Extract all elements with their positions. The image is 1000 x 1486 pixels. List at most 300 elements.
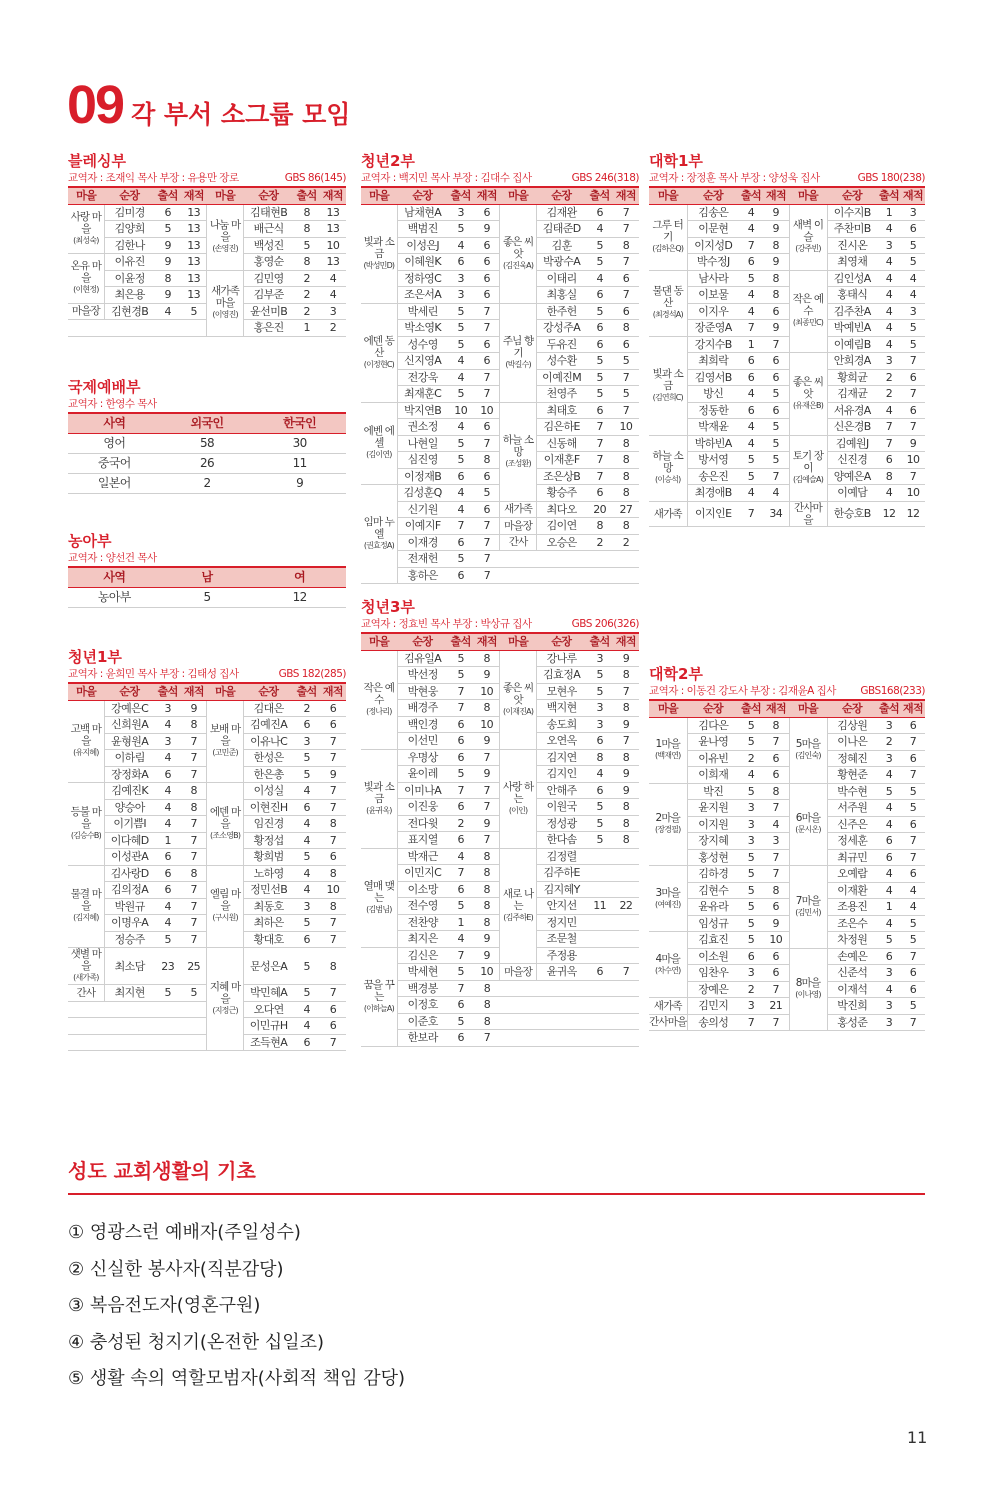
village-label: 고백 마을 [70,723,102,748]
leader-name: 안희경A [827,353,877,370]
village-label: 토기 장이 [792,450,824,474]
enrolled: 6 [763,899,789,916]
enrolled: 5 [763,386,789,403]
table-header-row [361,634,639,650]
attendance: 5 [448,452,474,469]
village-name [649,435,687,501]
village-name [500,848,536,964]
info-left: 교역자 : 정효빈 목사 부장 : 박상규 집사 [361,618,532,630]
enrolled: 8 [320,948,346,985]
enrolled: 6 [474,353,500,370]
leader-name: 김의정A [104,882,154,899]
column-header: 여 [253,568,346,588]
village-name [649,204,687,270]
table-header-row [68,568,346,588]
leader-name: 김현수 [687,882,739,899]
leader-name: 김민지 [687,998,739,1015]
enrolled: 13 [320,204,346,221]
blessing-dept-section [68,152,346,337]
table-row [649,915,925,932]
attendance: 4 [294,1001,320,1018]
village-name [207,700,243,783]
leader-name: 박소영K [397,320,447,337]
attendance: 4 [448,237,474,254]
table-row [649,369,925,386]
attendance: 8 [877,468,901,485]
attendance: 4 [877,485,901,502]
leader-name: 황희범 [243,849,293,866]
village-leader: (차수연) [655,965,681,975]
attendance: 4 [877,221,901,238]
attendance: 4 [877,303,901,320]
info-left: 교역자 : 양선건 목사 [68,552,157,564]
section-info [649,171,925,188]
leader-name: 정동한 [687,402,739,419]
village-label: 빛과 소금 [363,235,395,260]
leader-name: 김훈 [536,237,586,254]
leader-name: 양승아 [104,799,154,816]
village-leader: (장경필) [655,825,681,835]
leader-name: 박민혜A [243,985,293,1002]
village-name [789,948,827,1031]
village-leader: (구시원) [212,913,238,923]
enrolled: 6 [763,948,789,965]
attendance: 6 [448,254,474,271]
enrolled: 6 [474,501,500,518]
section-title: 농아부 [68,532,112,550]
attendance: 7 [877,419,901,436]
enrolled: 7 [613,964,639,981]
enrolled: 6 [901,816,925,833]
column-header: 출석 [155,684,181,700]
enrolled: 7 [474,369,500,386]
attendance: 5 [294,985,320,1002]
attendance: 4 [155,303,181,320]
empty-cell [500,1030,536,1047]
attendance: 6 [587,733,613,750]
empty-cell [613,1013,639,1030]
village-name [789,353,827,436]
village-label: 물결 마을 [70,888,102,913]
leader-name: 박세린 [397,303,447,320]
village-leader: (김범님) [366,904,392,914]
section-title: 국제예배부 [68,378,141,396]
enrolled: 7 [181,816,207,833]
village-leader: (백재연) [655,751,681,760]
village-leader: (유지혜) [73,748,99,758]
column-header: 순장 [536,634,586,650]
empty-cell [587,997,613,1014]
enrolled: 7 [613,254,639,271]
attendance: 4 [448,501,474,518]
column-header: 마을 [500,188,536,204]
enrolled: 6 [474,336,500,353]
table-header-row [649,701,925,717]
enrolled: 7 [763,468,789,485]
enrolled: 7 [613,204,639,221]
village-leader: (지정근) [212,1006,238,1015]
enrolled: 6 [901,221,925,238]
village-name [361,749,397,848]
village-leader: (정나리) [366,706,392,716]
enrolled: 6 [763,369,789,386]
attendance: 3 [877,750,901,767]
village-label: 6마을 [795,812,821,825]
attendance: 6 [155,865,181,882]
village-leader: (김민서) [795,907,821,917]
leader-name: 윤귀옥 [536,964,586,981]
column-header: 재적 [474,634,500,650]
attendance: 6 [294,717,320,734]
enrolled: 7 [763,849,789,866]
enrolled: 6 [901,866,925,883]
leader-name: 박현웅 [397,683,447,700]
attendance: 1 [877,899,901,916]
leader-name: 이재훈F [536,452,586,469]
village-name [500,650,536,749]
enrolled: 7 [763,1014,789,1031]
village-leader: (유재은B) [792,400,824,410]
enrolled: 13 [181,270,207,287]
attendance: 2 [739,750,763,767]
table-row [649,1014,925,1031]
enrolled: 7 [474,1030,500,1047]
village-name [789,270,827,353]
empty-cell [104,1001,154,1018]
attendance: 23 [155,948,181,985]
column-header: 재적 [474,188,500,204]
enrolled: 8 [613,832,639,849]
leader-name: 최동호 [243,898,293,915]
table-header-row [68,414,346,434]
enrolled: 3 [763,833,789,850]
village-leader: (조소영B) [210,830,241,840]
enrolled: 3 [320,303,346,320]
leader-name: 이지원 [687,816,739,833]
leader-name: 황승주 [536,485,586,502]
enrolled: 7 [474,567,500,584]
enrolled: 21 [763,998,789,1015]
table-row [361,501,639,518]
table-row [649,948,925,965]
leader-name: 이보물 [687,287,739,304]
attendance: 5 [448,766,474,783]
leader-name: 김효정A [536,667,586,684]
leader-name: 백경봉 [397,980,447,997]
empty-cell [181,1001,207,1018]
attendance: 4 [294,832,320,849]
leader-name: 임성규 [687,915,739,932]
enrolled: 4 [320,287,346,304]
leader-name: 김영서B [687,369,739,386]
village-leader: (김승수B) [70,830,101,840]
enrolled: 9 [613,766,639,783]
attendance: 6 [587,402,613,419]
attendance: 8 [587,518,613,535]
attendance: 6 [587,964,613,981]
attendance: 4 [877,981,901,998]
enrolled: 8 [474,650,500,667]
attendance: 5 [739,783,763,800]
gbs-count: GBS 246(318) [571,172,639,184]
village-label: 새가족 [653,507,682,520]
table-row [361,980,639,997]
village-label: 1마을 [655,738,681,750]
enrolled: 10 [320,237,346,254]
leader-name: 이하림 [104,750,154,767]
village-name [789,783,827,866]
attendance: 3 [448,287,474,304]
enrolled: 7 [613,221,639,238]
leader-name: 이정호 [397,997,447,1014]
enrolled: 9 [763,320,789,337]
leader-name: 김재완 [536,204,586,221]
enrolled: 6 [763,353,789,370]
village-name [789,204,827,270]
enrolled: 5 [901,254,925,271]
enrolled: 8 [474,898,500,915]
attendance: 8 [294,221,320,238]
village-name [207,783,243,866]
enrolled: 7 [181,766,207,783]
enrolled: 9 [763,254,789,271]
village-name [649,932,687,998]
enrolled: 27 [613,501,639,518]
leader-name: 조문철 [536,931,586,948]
attendance: 4 [877,915,901,932]
attendance: 4 [155,783,181,800]
attendance: 7 [587,468,613,485]
column-header: 출석 [448,634,474,650]
foundation-title: 성도 교회생활의 기초 [68,1155,925,1195]
attendance [587,848,613,865]
enrolled: 6 [901,750,925,767]
section-title: 블레싱부 [68,152,126,170]
enrolled: 8 [474,914,500,931]
enrolled: 10 [474,683,500,700]
enrolled: 7 [474,551,500,568]
village-label: 그루 터기 [652,219,684,243]
gbs-count: GBS 182(285) [278,668,346,680]
leader-name: 김지혜Y [536,881,586,898]
leader-name: 백범진 [397,221,447,238]
table-row [649,866,925,883]
enrolled: 8 [763,270,789,287]
attendance: 5 [294,766,320,783]
village-leader: (김예슬A) [792,475,824,484]
column-header: 재적 [181,188,207,204]
attendance: 4 [448,353,474,370]
attendance: 5 [587,353,613,370]
empty-cell [68,1018,104,1035]
attendance: 4 [448,931,474,948]
leader-name: 홍하은 [397,567,447,584]
leader-name: 성수영 [397,336,447,353]
leader-name: 한성은 [243,750,293,767]
leader-name: 이예림B [827,336,877,353]
enrolled: 6 [474,237,500,254]
column-header: 순장 [243,188,293,204]
attendance: 5 [294,849,320,866]
enrolled: 5 [901,336,925,353]
village-leader: (박길수) [505,359,531,369]
leader-name: 김사랑D [104,865,154,882]
leader-name: 황현준 [827,767,877,784]
attendance: 3 [448,270,474,287]
table-row [649,353,925,370]
table-row [649,750,925,767]
village-label: 간사마을 [649,1016,687,1029]
enrolled: 7 [181,882,207,899]
section-title: 대학1부 [649,152,703,170]
enrolled: 10 [613,419,639,436]
table-row [68,454,346,474]
attendance: 4 [739,221,763,238]
enrolled: 9 [613,716,639,733]
village-name [649,783,687,866]
empty-cell [181,320,207,337]
village-label: 새로 나는 [502,887,534,912]
table-row [361,1013,639,1030]
village-leader: (최성숙) [73,235,99,245]
enrolled: 4 [763,816,789,833]
enrolled: 7 [613,733,639,750]
attendance: 4 [155,898,181,915]
empty-cell [500,997,536,1014]
leader-name: 두유진 [536,336,586,353]
village-leader: (고민준) [212,748,238,758]
simple-table [68,414,346,494]
table-header-row [361,188,639,204]
attendance: 4 [877,800,901,817]
village-label: 작은 예수 [363,681,395,706]
empty-cell [155,320,181,337]
attendance: 6 [739,254,763,271]
village-label: 지혜 마을 [209,981,241,1005]
leader-name: 장정화A [104,766,154,783]
column-header: 출석 [587,188,613,204]
enrolled: 10 [763,932,789,949]
table-row [649,485,925,502]
column-header: 출석 [294,188,320,204]
enrolled: 13 [181,254,207,271]
enrolled: 6 [320,1001,346,1018]
attendance: 5 [877,783,901,800]
enrolled: 7 [901,419,925,436]
leader-name: 전다윗 [397,815,447,832]
foundation-item: ① 영광스런 예배자(주일성수) [68,1222,301,1243]
column-header: 사역 [68,568,161,588]
column-header: 출석 [448,188,474,204]
leader-name: 김송은 [687,204,739,221]
village-name [68,254,104,304]
empty-cell [500,980,536,997]
attendance: 4 [155,915,181,932]
leader-name: 홍성준 [827,1014,877,1031]
leader-name: 백성진 [243,237,293,254]
attendance: 6 [448,881,474,898]
leader-name: 이지인E [687,501,739,526]
enrolled: 13 [320,221,346,238]
leader-name: 방서영 [687,452,739,469]
attendance: 4 [877,287,901,304]
enrolled: 6 [763,750,789,767]
leader-name: 최규민 [827,849,877,866]
village-leader: (조성환) [505,458,531,468]
village-label: 간사 [508,536,528,549]
table-row [68,204,346,221]
column-header: 출석 [155,188,181,204]
village-leader: (최경석A) [652,310,683,319]
enrolled: 8 [613,749,639,766]
village-name [500,501,536,518]
enrolled: 9 [763,915,789,932]
enrolled: 13 [181,204,207,221]
attendance: 7 [587,435,613,452]
enrolled: 6 [763,303,789,320]
attendance: 5 [877,932,901,949]
table-cell: 2 [161,474,254,494]
attendance: 5 [587,254,613,271]
leader-name: 주찬미B [827,221,877,238]
leader-name: 김하경 [687,866,739,883]
leader-name: 강나루 [536,650,586,667]
table-row [649,965,925,982]
enrolled: 5 [474,485,500,502]
leader-name: 모현우 [536,683,586,700]
village-leader: (권효정A) [363,541,394,550]
leader-name: 윤나영 [687,734,739,751]
leader-name: 최태호 [536,402,586,419]
attendance: 4 [155,750,181,767]
table-row [68,474,346,494]
attendance: 2 [448,815,474,832]
attendance: 4 [739,287,763,304]
attendance: 1 [448,914,474,931]
attendance: 5 [739,734,763,751]
enrolled: 7 [474,749,500,766]
enrolled: 5 [763,452,789,469]
attendance: 8 [587,749,613,766]
enrolled: 10 [474,402,500,419]
village-label: 새가족 마을 [211,285,240,309]
table-row [649,204,925,221]
leader-name: 오다연 [243,1001,293,1018]
enrolled: 7 [613,287,639,304]
enrolled: 7 [474,832,500,849]
attendance: 3 [155,700,181,717]
table-cell: 농아부 [68,588,161,608]
village-name [361,402,397,485]
attendance: 6 [587,204,613,221]
table-row [649,320,925,337]
leader-name: 전재헌 [397,551,447,568]
leader-name: 김태준D [536,221,586,238]
attendance: 5 [448,386,474,403]
attendance: 6 [448,567,474,584]
page-header [67,75,351,135]
enrolled: 8 [613,435,639,452]
leader-name: 김한나 [104,237,154,254]
table-row [649,419,925,436]
leader-name: 한보라 [397,1030,447,1047]
village-name [500,534,536,551]
empty-cell [68,1001,104,1018]
attendance: 4 [294,1018,320,1035]
column-header: 순장 [827,701,877,717]
column-header: 출석 [740,189,762,203]
section-info [68,397,346,414]
